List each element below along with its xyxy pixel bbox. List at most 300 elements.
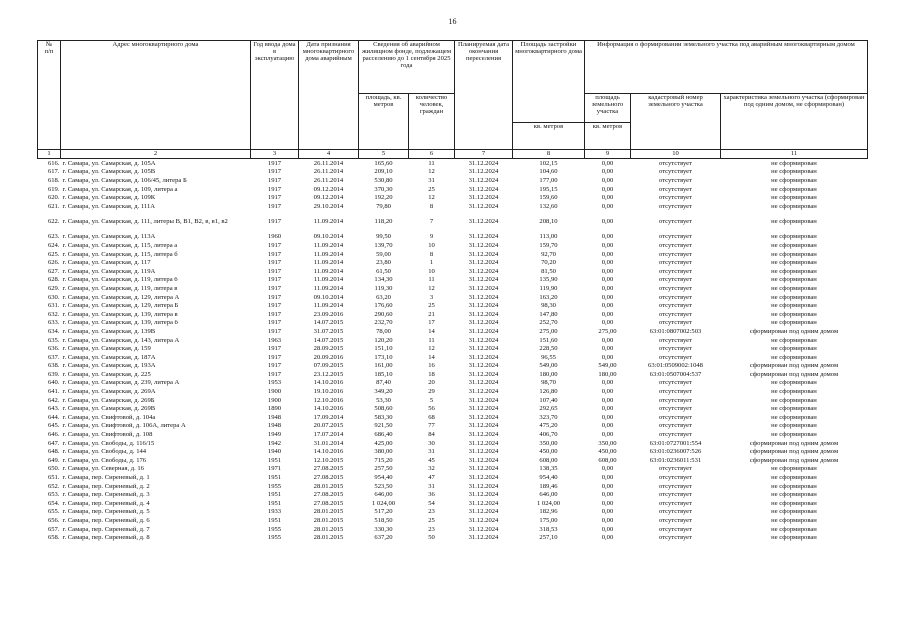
column-number: 11 (721, 150, 868, 159)
land-area-cell: 0,00 (601, 396, 614, 404)
column-number: 8 (513, 150, 585, 159)
year-cell: 1917 (267, 345, 282, 353)
built-area-cell: 92,70 (541, 250, 556, 258)
row-number: 627. (47, 267, 60, 275)
fund-area-cell: 921,50 (374, 422, 393, 430)
planned-date-cell: 31.12.2024 (468, 242, 499, 249)
characteristic-cell: не сформирован (771, 422, 817, 430)
planned-date-cell: 31.12.2024 (468, 482, 499, 490)
fund-people-cell: 77 (428, 422, 435, 430)
fund-area-cell: 517,20 (374, 508, 393, 516)
recognition-date-cell: 12.10.2016 (313, 396, 344, 404)
address-cell: г. Самара, ул. Самарская, д. 129, литера А (62, 293, 180, 301)
fund-people-cell: 1 (429, 259, 434, 267)
recognition-date-cell: 11.09.2014 (313, 242, 344, 249)
table-row (38, 500, 868, 509)
fund-area-cell: 53,30 (376, 396, 391, 404)
land-area-cell: 0,00 (601, 431, 614, 439)
fund-area-cell: 380,00 (374, 448, 393, 456)
address-cell: г. Самара, ул. Самарская, д. 115, литера а (62, 242, 178, 249)
characteristic-cell: не сформирован (771, 293, 817, 301)
row-number: 655. (47, 508, 60, 516)
header-recognition-date: Дата признания многоквартирного дома аварийным (299, 41, 359, 150)
row-number: 635. (47, 336, 60, 344)
fund-area-cell: 646,00 (374, 491, 393, 499)
planned-date-cell: 31.12.2024 (468, 525, 499, 533)
fund-people-cell: 31 (428, 177, 435, 185)
planned-date-cell: 31.12.2024 (468, 474, 499, 482)
land-area-cell: 0,00 (601, 302, 614, 310)
planned-date-cell: 31.12.2024 (468, 336, 499, 344)
characteristic-cell: не сформирован (771, 388, 817, 396)
row-number: 643. (47, 405, 60, 413)
year-cell: 1951 (267, 474, 282, 482)
characteristic-cell: не сформирован (771, 259, 817, 267)
characteristic-cell: не сформирован (771, 431, 817, 439)
built-area-cell: 208,10 (539, 218, 558, 226)
table-row (38, 431, 868, 440)
recognition-date-cell: 11.09.2014 (313, 218, 344, 226)
cadastral-cell: отсутствует (659, 414, 692, 421)
recognition-date-cell: 14.07.2015 (313, 319, 344, 327)
address-cell: г. Самара, ул. Самарская, д. 119А (62, 267, 156, 275)
year-cell: 1955 (267, 482, 282, 490)
built-area-cell: 323,70 (539, 414, 558, 421)
row-number: 620. (47, 194, 60, 202)
recognition-date-cell: 31.07.2015 (313, 328, 344, 335)
characteristic-cell: не сформирован (771, 250, 817, 258)
fund-people-cell: 21 (428, 310, 435, 318)
characteristic-cell: не сформирован (771, 310, 817, 318)
built-area-cell: 70,20 (541, 259, 556, 267)
characteristic-cell: не сформирован (771, 379, 817, 387)
recognition-date-cell: 28.01.2015 (313, 534, 344, 542)
fund-area-cell: 349,20 (374, 388, 393, 396)
land-area-cell: 0,00 (601, 525, 614, 533)
row-number: 616. (47, 159, 60, 167)
fund-people-cell: 31 (428, 448, 435, 456)
characteristic-cell: сформирован под одним домом (749, 457, 839, 464)
characteristic-cell: не сформирован (771, 482, 817, 490)
fund-area-cell: 63,20 (376, 293, 391, 301)
fund-area-cell: 370,30 (374, 185, 393, 193)
land-area-cell: 0,00 (601, 482, 614, 490)
table-row (38, 448, 868, 457)
built-area-cell: 104,60 (539, 168, 558, 176)
built-area-cell: 406,70 (539, 431, 558, 439)
table-row (38, 159, 868, 169)
recognition-date-cell: 14.07.2015 (313, 336, 344, 344)
fund-people-cell: 36 (428, 491, 435, 499)
land-area-cell: 0,00 (601, 491, 614, 499)
address-cell: г. Самара, ул. Самарская, д. 139В (62, 328, 156, 335)
fund-people-cell: 29 (428, 388, 435, 396)
recognition-date-cell: 27.08.2015 (313, 465, 344, 473)
characteristic-cell: не сформирован (771, 267, 817, 275)
year-cell: 1951 (267, 457, 282, 464)
address-cell: г. Самара, ул. Самарская, д. 159 (62, 345, 151, 353)
header-land-info: Информация о формировании земельного участка под аварийным многоквартирным домом (585, 41, 868, 94)
characteristic-cell: сформирован под одним домом (749, 371, 839, 378)
year-cell: 1917 (267, 259, 282, 267)
cadastral-cell: отсутствует (659, 218, 692, 226)
characteristic-cell: не сформирован (771, 276, 817, 284)
characteristic-cell: не сформирован (771, 499, 817, 507)
fund-people-cell: 11 (428, 276, 435, 284)
recognition-date-cell: 27.08.2015 (313, 474, 344, 482)
characteristic-cell: не сформирован (771, 218, 817, 226)
column-number: 10 (631, 150, 721, 159)
address-cell: г. Самара, ул. Самарская, д. 106/45, литера Б (62, 177, 187, 185)
recognition-date-cell: 11.09.2014 (313, 302, 344, 310)
cadastral-cell: отсутствует (659, 310, 692, 318)
built-area-cell: 475,20 (539, 422, 558, 430)
row-number: 653. (47, 491, 60, 499)
address-cell: г. Самара, ул. Самарская, д. 109, литера а (62, 185, 178, 193)
planned-date-cell: 31.12.2024 (468, 499, 499, 507)
characteristic-cell: не сформирован (771, 508, 817, 516)
fund-people-cell: 56 (428, 405, 435, 413)
fund-people-cell: 20 (428, 379, 435, 387)
land-area-cell: 0,00 (601, 250, 614, 258)
recognition-date-cell: 17.09.2014 (313, 414, 344, 421)
cadastral-cell: отсутствует (659, 525, 692, 533)
planned-date-cell: 31.12.2024 (468, 194, 499, 202)
planned-date-cell: 31.12.2024 (468, 388, 499, 396)
planned-date-cell: 31.12.2024 (468, 276, 499, 284)
cadastral-cell: 63:01:0236007:526 (649, 448, 702, 456)
land-area-cell: 0,00 (601, 202, 614, 210)
address-cell: г. Самара, ул. Самарская, д. 269А (62, 388, 156, 396)
fund-area-cell: 120,20 (374, 336, 393, 344)
table-row (38, 242, 868, 251)
fund-people-cell: 30 (428, 439, 435, 447)
fund-people-cell: 11 (428, 336, 435, 344)
table-row (38, 302, 868, 311)
land-area-cell: 450,00 (598, 448, 617, 456)
recognition-date-cell: 17.07.2014 (313, 431, 344, 439)
recognition-date-cell: 07.09.2015 (313, 362, 344, 370)
column-number: 5 (359, 150, 409, 159)
year-cell: 1948 (267, 414, 282, 421)
cadastral-cell: отсутствует (659, 267, 692, 275)
header-fund-area: площадь, кв. метров (359, 94, 409, 150)
fund-people-cell: 45 (428, 457, 435, 464)
built-area-cell: 102,15 (539, 159, 558, 167)
recognition-date-cell: 11.09.2014 (313, 250, 344, 258)
fund-people-cell: 50 (428, 534, 435, 542)
table-row (38, 526, 868, 535)
table-row (38, 294, 868, 303)
year-cell: 1917 (267, 310, 282, 318)
cadastral-cell: отсутствует (659, 517, 692, 524)
land-area-cell: 0,00 (601, 276, 614, 284)
table-row (38, 440, 868, 449)
land-area-cell: 0,00 (601, 159, 614, 167)
table-row (38, 194, 868, 203)
row-number: 628. (47, 276, 60, 284)
address-cell: г. Самара, пер. Сиреневый, д. 7 (62, 525, 150, 533)
year-cell: 1948 (267, 422, 282, 430)
year-cell: 1917 (267, 159, 282, 167)
row-number: 625. (47, 250, 60, 258)
fund-area-cell: 1 024,00 (371, 499, 396, 507)
row-number: 618. (47, 177, 60, 185)
fund-people-cell: 12 (428, 168, 435, 176)
planned-date-cell: 31.12.2024 (468, 405, 499, 413)
table-row (38, 177, 868, 186)
built-area-cell: 1 024,00 (536, 499, 561, 507)
recognition-date-cell: 28.01.2015 (313, 525, 344, 533)
recognition-date-cell: 11.09.2014 (313, 267, 344, 275)
cadastral-cell: отсутствует (659, 168, 692, 176)
land-area-cell: 0,00 (601, 474, 614, 482)
table-body (38, 159, 868, 543)
land-area-cell: 0,00 (601, 285, 614, 292)
fund-people-cell: 14 (428, 353, 435, 361)
built-area-cell: 81,50 (541, 267, 556, 275)
planned-date-cell: 31.12.2024 (468, 517, 499, 524)
characteristic-cell: не сформирован (771, 302, 817, 310)
header-built-area-unit: кв. метров (513, 123, 585, 150)
fund-people-cell: 25 (428, 185, 435, 193)
year-cell: 1917 (267, 168, 282, 176)
land-area-cell: 0,00 (601, 336, 614, 344)
table-row (38, 328, 868, 337)
address-cell: г. Самара, ул. Самарская, д. 129, литера Б (62, 302, 179, 310)
land-area-cell: 608,00 (598, 457, 617, 464)
cadastral-cell: отсутствует (659, 177, 692, 185)
built-area-cell: 132,60 (539, 202, 558, 210)
table-row (38, 277, 868, 286)
recognition-date-cell: 28.01.2015 (313, 508, 344, 516)
address-cell: г. Самара, ул. Свободы, д. 116/15 (62, 439, 155, 447)
header-land-area: площадь земельного участка (585, 94, 631, 123)
column-number: 9 (585, 150, 631, 159)
land-area-cell: 0,00 (601, 319, 614, 327)
address-cell: г. Самара, ул. Свифтовой, д. 104а (62, 414, 156, 421)
table-row (38, 534, 868, 543)
row-number: 651. (47, 474, 60, 482)
built-area-cell: 107,40 (539, 396, 558, 404)
cadastral-cell: отсутствует (659, 508, 692, 516)
fund-area-cell: 290,60 (374, 310, 393, 318)
row-number: 646. (47, 431, 60, 439)
year-cell: 1917 (267, 353, 282, 361)
row-number: 657. (47, 525, 60, 533)
fund-area-cell: 78,00 (376, 328, 391, 335)
fund-area-cell: 61,50 (376, 267, 391, 275)
header-year: Год ввода дома в эксплуатацию (251, 41, 299, 150)
characteristic-cell: не сформирован (771, 474, 817, 482)
characteristic-cell: не сформирован (771, 194, 817, 202)
address-cell: г. Самара, пер. Сиреневый, д. 3 (62, 491, 150, 499)
fund-people-cell: 10 (428, 267, 435, 275)
planned-date-cell: 31.12.2024 (468, 285, 499, 292)
planned-date-cell: 31.12.2024 (468, 457, 499, 464)
planned-date-cell: 31.12.2024 (468, 168, 499, 176)
row-number: 624. (47, 242, 60, 249)
fund-people-cell: 12 (428, 285, 435, 292)
characteristic-cell: не сформирован (771, 185, 817, 193)
table-row (38, 212, 868, 234)
cadastral-cell: отсутствует (659, 353, 692, 361)
land-area-cell: 0,00 (601, 517, 614, 524)
row-number: 638. (47, 362, 60, 370)
built-area-cell: 608,00 (539, 457, 558, 464)
cadastral-cell: отсутствует (659, 396, 692, 404)
fund-area-cell: 330,30 (374, 525, 393, 533)
built-area-cell: 147,80 (539, 310, 558, 318)
year-cell: 1953 (267, 379, 282, 387)
built-area-cell: 119,90 (539, 285, 558, 292)
fund-area-cell: 151,10 (374, 345, 393, 353)
table-row (38, 259, 868, 268)
built-area-cell: 228,50 (539, 345, 558, 353)
fund-people-cell: 14 (428, 328, 435, 335)
recognition-date-cell: 19.10.2016 (313, 388, 344, 396)
header-num: № п/п (38, 41, 61, 150)
fund-area-cell: 173,10 (374, 353, 393, 361)
year-cell: 1917 (267, 267, 282, 275)
row-number: 636. (47, 345, 60, 353)
header-planned-date: Планируемая дата окончания переселения (455, 41, 513, 150)
built-area-cell: 450,00 (539, 448, 558, 456)
year-cell: 1900 (267, 388, 282, 396)
address-cell: г. Самара, ул. Северная, д. 16 (62, 465, 144, 473)
planned-date-cell: 31.12.2024 (468, 371, 499, 378)
built-area-cell: 180,00 (539, 371, 558, 378)
fund-area-cell: 139,70 (374, 242, 393, 249)
address-cell: г. Самара, пер. Сиреневый, д. 1 (62, 474, 150, 482)
fund-people-cell: 16 (428, 362, 435, 370)
recognition-date-cell: 26.11.2014 (313, 168, 344, 176)
table-row (38, 491, 868, 500)
housing-table (37, 40, 868, 543)
recognition-date-cell: 09.10.2014 (313, 233, 344, 241)
table-row (38, 169, 868, 178)
year-cell: 1917 (267, 302, 282, 310)
fund-area-cell: 185,10 (374, 371, 393, 378)
recognition-date-cell: 09.12.2014 (313, 194, 344, 202)
recognition-date-cell: 29.10.2014 (313, 202, 344, 210)
address-cell: г. Самара, ул. Самарская, д. 139, литера б (62, 319, 178, 327)
characteristic-cell: не сформирован (771, 491, 817, 499)
address-cell: г. Самара, ул. Самарская, д. 113А (62, 233, 156, 241)
land-area-cell: 0,00 (601, 534, 614, 542)
built-area-cell: 350,00 (539, 439, 558, 447)
year-cell: 1917 (267, 194, 282, 202)
characteristic-cell: не сформирован (771, 168, 817, 176)
row-number: 641. (47, 388, 60, 396)
year-cell: 1951 (267, 499, 282, 507)
planned-date-cell: 31.12.2024 (468, 250, 499, 258)
built-area-cell: 189,46 (539, 482, 558, 490)
address-cell: г. Самара, ул. Самарская, д. 115, литера б (62, 250, 178, 258)
fund-area-cell: 165,60 (374, 159, 393, 167)
planned-date-cell: 31.12.2024 (468, 159, 499, 167)
characteristic-cell: не сформирован (771, 177, 817, 185)
fund-area-cell: 79,80 (376, 202, 391, 210)
table-row (38, 311, 868, 320)
land-area-cell: 0,00 (601, 310, 614, 318)
land-area-cell: 0,00 (601, 168, 614, 176)
built-area-cell: 159,70 (539, 242, 558, 249)
land-area-cell: 0,00 (601, 177, 614, 185)
address-cell: г. Самара, ул. Свободы, д. 144 (62, 448, 147, 456)
year-cell: 1971 (267, 465, 282, 473)
table-row (38, 405, 868, 414)
planned-date-cell: 31.12.2024 (468, 448, 499, 456)
built-area-cell: 292,65 (539, 405, 558, 413)
table-row (38, 509, 868, 518)
cadastral-cell: отсутствует (659, 185, 692, 193)
characteristic-cell: не сформирован (771, 396, 817, 404)
row-number: 634. (47, 328, 60, 335)
characteristic-cell: не сформирован (771, 336, 817, 344)
fund-area-cell: 583,30 (374, 414, 393, 421)
row-number: 622. (47, 218, 60, 226)
fund-people-cell: 11 (428, 159, 435, 167)
recognition-date-cell: 09.10.2014 (313, 293, 344, 301)
planned-date-cell: 31.12.2024 (468, 202, 499, 210)
built-area-cell: 646,00 (539, 491, 558, 499)
built-area-cell: 159,60 (539, 194, 558, 202)
characteristic-cell: не сформирован (771, 345, 817, 353)
land-area-cell: 0,00 (601, 465, 614, 473)
table-row (38, 380, 868, 389)
land-area-cell: 0,00 (601, 293, 614, 301)
column-number: 7 (455, 150, 513, 159)
address-cell: г. Самара, ул. Самарская, д. 269В (62, 405, 156, 413)
year-cell: 1917 (267, 371, 282, 378)
planned-date-cell: 31.12.2024 (468, 362, 499, 370)
planned-date-cell: 31.12.2024 (468, 345, 499, 353)
address-cell: г. Самара, ул. Свифтовой, д. 108 (62, 431, 153, 439)
header-characteristic: характеристика земельного участка (сформирован под одним домом, не сформирован) (721, 94, 868, 150)
recognition-date-cell: 27.08.2015 (313, 491, 344, 499)
recognition-date-cell: 11.09.2014 (313, 285, 344, 292)
planned-date-cell: 31.12.2024 (468, 302, 499, 310)
fund-area-cell: 954,40 (374, 474, 393, 482)
cadastral-cell: отсутствует (659, 405, 692, 413)
cadastral-cell: отсутствует (659, 431, 692, 439)
built-area-cell: 195,15 (539, 185, 558, 193)
fund-people-cell: 8 (429, 202, 434, 210)
year-cell: 1917 (267, 362, 282, 370)
row-number: 658. (47, 534, 60, 542)
fund-area-cell: 161,00 (374, 362, 393, 370)
year-cell: 1917 (267, 218, 282, 226)
fund-people-cell: 3 (429, 293, 434, 301)
fund-area-cell: 257,50 (374, 465, 393, 473)
table-row (38, 457, 868, 466)
planned-date-cell: 31.12.2024 (468, 233, 499, 241)
row-number: 644. (47, 414, 60, 421)
table-row (38, 337, 868, 346)
cadastral-cell: отсутствует (659, 465, 692, 473)
characteristic-cell: не сформирован (771, 414, 817, 421)
built-area-cell: 175,00 (539, 517, 558, 524)
cadastral-cell: отсутствует (659, 293, 692, 301)
fund-area-cell: 176,60 (374, 302, 393, 310)
address-cell: г. Самара, ул. Самарская, д. 239, литера А (62, 379, 180, 387)
planned-date-cell: 31.12.2024 (468, 508, 499, 516)
fund-area-cell: 508,60 (374, 405, 393, 413)
header-land-area-unit: кв. метров (585, 123, 631, 150)
fund-area-cell: 232,70 (374, 319, 393, 327)
characteristic-cell: не сформирован (771, 405, 817, 413)
